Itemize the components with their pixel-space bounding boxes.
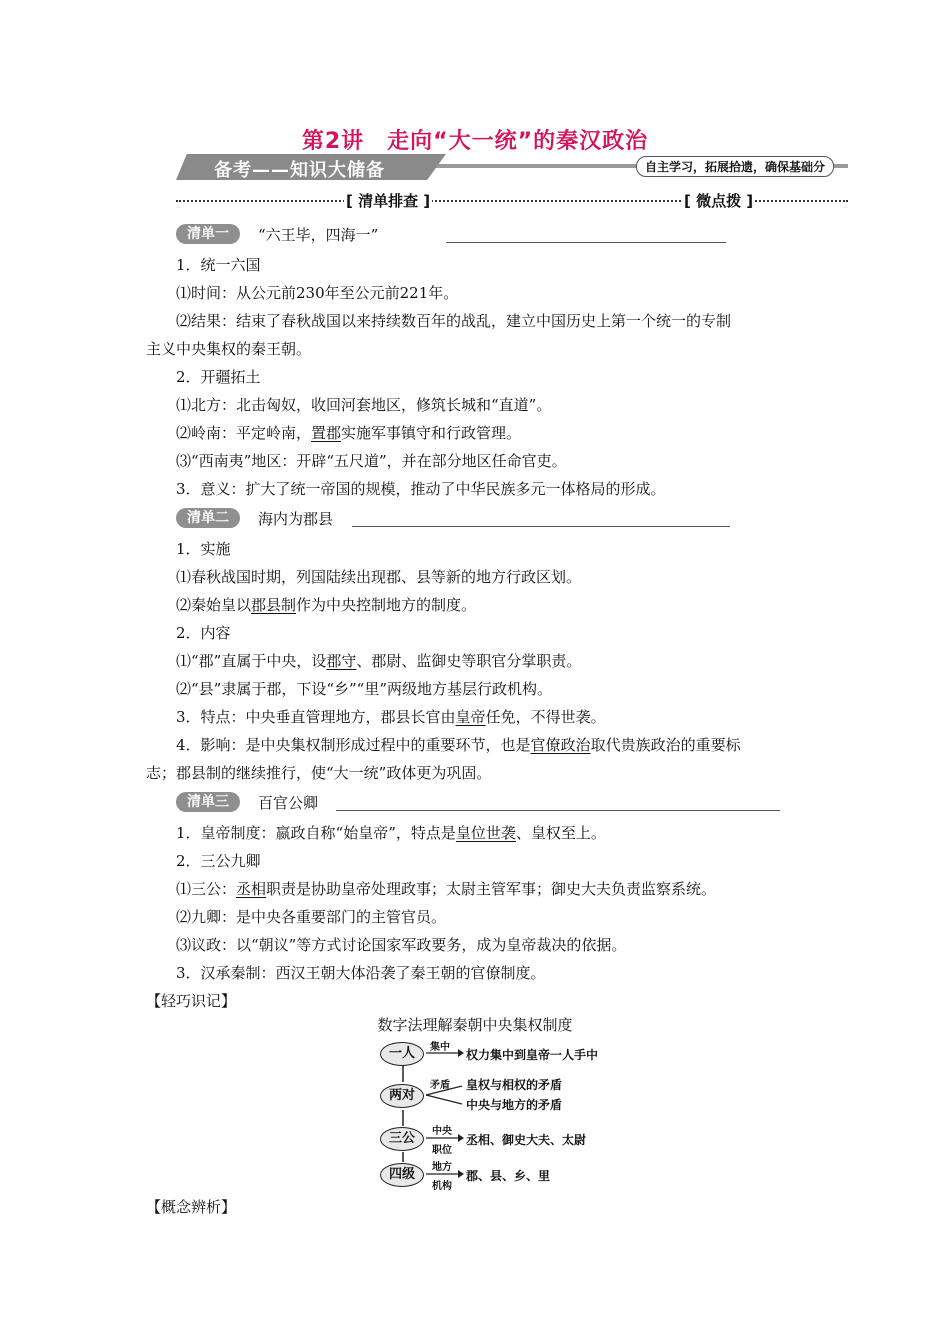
section-header-3 (176, 792, 780, 812)
node-four-label-a: 地方 (432, 1162, 452, 1173)
key-term: 皇位世袭 (455, 824, 516, 842)
column-divider (176, 190, 848, 210)
text-line: ⑵“县”隶属于郡，下设“乡”“里”两级地方基层行政机构。 (176, 680, 553, 698)
text-line: 1．实施 (176, 540, 231, 558)
node-one-text: 权力集中到皇帝一人手中 (466, 1048, 599, 1062)
key-term: 官僚政治 (530, 736, 591, 754)
tips-heading: 【轻巧识记】 (146, 992, 237, 1010)
text-line: 1．皇帝制度：嬴政自称“始皇帝”，特点是皇位世袭、皇权至上。 (176, 824, 606, 842)
text-line: ⑶议政：以“朝议”等方式讨论国家军政要务，成为皇帝裁决的依据。 (176, 936, 627, 954)
section-header-1 (176, 224, 726, 244)
node-two: 两对 (380, 1084, 424, 1108)
text-line: ⑴“郡”直属于中央，设郡守、郡尉、监御史等职官分掌职责。 (176, 652, 582, 670)
text-line: 主义中央集权的秦王朝。 (146, 340, 312, 358)
text-line: ⑴三公：丞相职责是协助皇帝处理政事；太尉主管军事；御史大夫负责监察系统。 (176, 880, 717, 898)
node-four: 四级 (380, 1163, 424, 1187)
text-line: 2．开疆拓土 (176, 368, 261, 386)
text-line: ⑵九卿：是中央各重要部门的主管官员。 (176, 908, 447, 926)
node-three-label-a: 中央 (432, 1126, 452, 1137)
node-two-text-b: 中央与地方的矛盾 (466, 1098, 563, 1112)
concept-heading: 【概念辨析】 (146, 1198, 237, 1216)
section-rule (352, 526, 730, 527)
node-three-label-b: 职位 (432, 1145, 452, 1156)
key-term: 丞相 (236, 880, 267, 898)
section-rule (446, 242, 726, 243)
section-badge: 清单三 (176, 792, 240, 812)
section-badge: 清单二 (176, 508, 240, 528)
text-line: 3．意义：扩大了统一帝国的规模，推动了中华民族多元一体格局的形成。 (176, 480, 666, 498)
text-line: 3．特点：中央垂直管理地方，郡县长官由皇帝任免，不得世袭。 (176, 708, 606, 726)
text-line: 志；郡县制的继续推行，使“大一统”政体更为巩固。 (146, 764, 492, 782)
node-three: 三公 (380, 1127, 424, 1151)
text-line: ⑶“西南夷”地区：开辟“五尺道”，并在部分地区任命官吏。 (176, 452, 567, 470)
page-title: 第2讲 走向“大一统”的秦汉政治 (301, 129, 649, 154)
concept-diagram (376, 1038, 636, 1192)
text-line: ⑵岭南：平定岭南，置郡实施军事镇守和行政管理。 (176, 424, 522, 442)
section-rule (336, 810, 780, 811)
text-line: 2．三公九卿 (176, 852, 261, 870)
node-four-text: 郡、县、乡、里 (466, 1169, 551, 1183)
text-line: 4．影响：是中央集权制形成过程中的重要环节，也是官僚政治取代贵族政治的重要标 (176, 736, 741, 754)
node-two-label: 矛盾 (430, 1080, 450, 1091)
section-badge: 清单一 (176, 224, 240, 244)
text-line: 3．汉承秦制：西汉王朝大体沿袭了秦王朝的官僚制度。 (176, 964, 546, 982)
key-term: 皇帝 (455, 708, 486, 726)
diagram-title: 数字法理解秦朝中央集权制度 (377, 1016, 573, 1034)
key-term: 郡县制 (251, 596, 297, 614)
divider-left-label: [ 清单排查 ] (346, 192, 431, 210)
banner-tag: 自主学习，拓展拾遗，确保基础分 (636, 156, 834, 177)
key-term: 郡守 (326, 652, 357, 670)
section-title: 百官公卿 (258, 794, 319, 812)
section-title: “六王毕，四海一” (258, 226, 379, 244)
text-line: ⑴北方：北击匈奴，收回河套地区，修筑长城和“直道”。 (176, 396, 552, 414)
section-header-2 (176, 508, 736, 528)
text-line: ⑵秦始皇以郡县制作为中央控制地方的制度。 (176, 596, 477, 614)
text-line: ⑴时间：从公元前230年至公元前221年。 (176, 284, 459, 302)
divider-right-label: [ 微点拨 ] (684, 192, 754, 210)
node-three-text: 丞相、御史大夫、太尉 (466, 1133, 587, 1147)
text-line: ⑵结果：结束了春秋战国以来持续数百年的战乱，建立中国历史上第一个统一的专制 (176, 312, 732, 330)
node-four-label-b: 机构 (432, 1181, 452, 1192)
key-term: 置郡 (311, 424, 342, 442)
section-title: 海内为郡县 (258, 510, 334, 528)
section-banner (176, 154, 848, 180)
node-one-label: 集中 (430, 1042, 450, 1053)
text-line: 2．内容 (176, 624, 231, 642)
node-two-text-a: 皇权与相权的矛盾 (466, 1078, 563, 1092)
text-line: ⑴春秋战国时期，列国陆续出现郡、县等新的地方行政区划。 (176, 568, 582, 586)
text-line: 1．统一六国 (176, 256, 261, 274)
banner-label: 备考——知识大储备 (214, 160, 385, 181)
node-one: 一人 (380, 1042, 424, 1066)
